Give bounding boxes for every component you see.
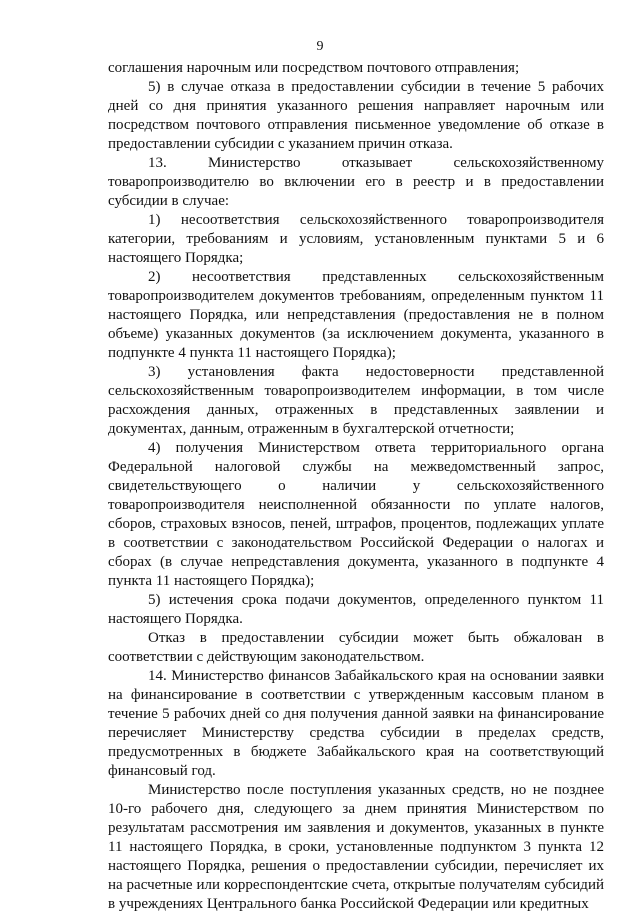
paragraph: 14. Министерство финансов Забайкальского края на основании заявки на финансирование в соответствии с утвержденным кассовым планом в течение 5 рабочих дней со дня получения данной заявки на финансирование перечисляет Министерству средства субсидии в пределах средств, предусмотренных в бюджете Забайкальского края на соответствующий финансовый год. bbox=[108, 668, 604, 779]
paragraph: Министерство после поступления указанных средств, но не позднее 10-го рабочего дня, следующего за днем принятия Министерством по результатам рассмотрения им заявления и документов, указанных в пункте 11 настоящего Порядка, в сроки, установленные подпунктом 3 пункта 12 настоящего Порядка, решения о предоставлении субсидии, перечисляет их на расчетные или корреспондентские счета, открытые получателям субсидий в учреждениях Центрального банка Российской Федерации или кредитных bbox=[108, 782, 604, 912]
page-number: 9 bbox=[316, 39, 324, 54]
paragraph: 1) несоответствия сельскохозяйственного товаропроизводителя категории, требованиям и условиям, установленным пунктами 5 и 6 настоящего Порядка; bbox=[108, 212, 604, 266]
paragraph: 13. Министерство отказывает сельскохозяйственному товаропроизводителю во включении его в реестр и в предоставлении субсидии в случае: bbox=[108, 155, 604, 209]
paragraph: 5) истечения срока подачи документов, определенного пунктом 11 настоящего Порядка. bbox=[108, 592, 604, 627]
paragraph: 3) установления факта недостоверности представленной сельскохозяйственным товаропроизводителем информации, в том числе расхождения данных, отраженных в представленных заявлении и документах, данным, отраженным в бухгалтерской отчетности; bbox=[108, 364, 604, 437]
paragraph: Отказ в предоставлении субсидии может быть обжалован в соответствии с действующим законодательством. bbox=[108, 630, 604, 665]
document-body bbox=[108, 59, 604, 914]
paragraph: 4) получения Министерством ответа территориального органа Федеральной налоговой службы на межведомственный запрос, свидетельствующего о наличии у сельскохозяйственного товаропроизводителя неисполненной обязанности по уплате налогов, сборов, страховых взносов, пеней, штрафов, процентов, подлежащих уплате в соответствии с законодательством Российской Федерации о налогах и сборах (в случае непредставления документа, указанного в подпункте 4 пункта 11 настоящего Порядка); bbox=[108, 440, 604, 589]
paragraph: 5) в случае отказа в предоставлении субсидии в течение 5 рабочих дней со дня принятия указанного решения направляет нарочным или посредством почтового отправления письменное уведомление об отказе в предоставлении субсидии с указанием причин отказа. bbox=[108, 79, 604, 152]
paragraph: 2) несоответствия представленных сельскохозяйственным товаропроизводителем документов требованиям, определенным пунктом 11 настоящего Порядка, или непредставления (предоставления не в полном объеме) указанных документов (за исключением документа, указанного в подпункте 4 пункта 11 настоящего Порядка); bbox=[108, 269, 604, 361]
paragraph: соглашения нарочным или посредством почтового отправления; bbox=[108, 60, 520, 76]
